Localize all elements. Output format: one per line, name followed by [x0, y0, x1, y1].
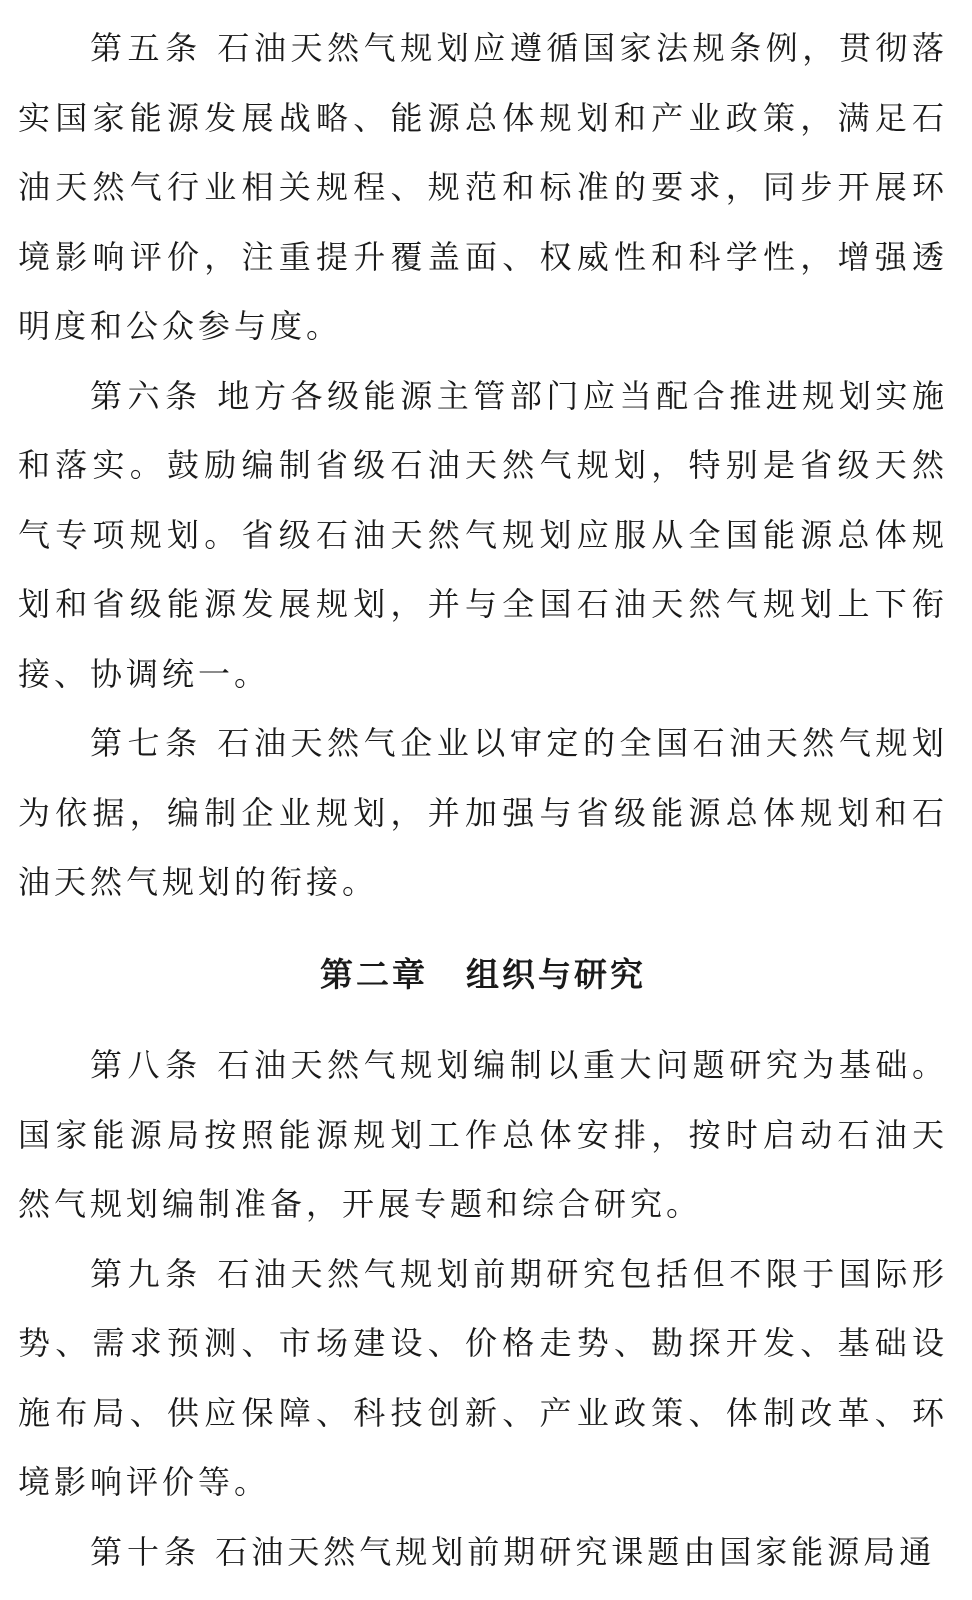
article-9-paragraph: [18, 1240, 948, 1518]
article-number: 第六条: [90, 376, 203, 415]
document-page: [18, 14, 948, 1587]
article-number: 第八条: [90, 1046, 203, 1084]
article-number: 第九条: [90, 1254, 203, 1293]
article-5-paragraph: [18, 14, 948, 362]
article-text: 石油天然气规划编制以重大问题研究为基础。国家能源局按照能源规划工作总体安排，按时启动石油天然气规划编制准备，开展专题和综合研究。: [18, 1046, 948, 1223]
article-10-paragraph: [18, 1518, 948, 1588]
article-number: 第七条: [90, 724, 203, 762]
article-number: 第五条: [90, 29, 203, 67]
article-text: 石油天然气规划前期研究包括但不限于国际形势、需求预测、市场建设、价格走势、勘探开发、基础设施布局、供应保障、科技创新、产业政策、体制改革、环境影响评价等。: [18, 1254, 948, 1501]
chapter-number: 第二章: [320, 954, 428, 994]
chapter-heading: [18, 918, 948, 1032]
article-text: 石油天然气企业以审定的全国石油天然气规划为依据，编制企业规划，并加强与省级能源总体规划和石油天然气规划的衔接。: [18, 724, 948, 901]
article-number: 第十条: [90, 1532, 202, 1571]
article-6-paragraph: [18, 362, 948, 710]
article-8-paragraph: [18, 1031, 948, 1240]
article-7-paragraph: [18, 709, 948, 918]
article-text: 石油天然气规划应遵循国家法规条例，贯彻落实国家能源发展战略、能源总体规划和产业政策，满足石油天然气行业相关规程、规范和标准的要求，同步开展环境影响评价，注重提升覆盖面、权威性和科学性，增强透明度和公众参与度。: [18, 29, 948, 345]
chapter-title: 组织与研究: [466, 954, 646, 994]
article-text: 石油天然气规划前期研究课题由国家能源局通: [215, 1532, 936, 1571]
article-text: 地方各级能源主管部门应当配合推进规划实施和落实。鼓励编制省级石油天然气规划，特别是省级天然气专项规划。省级石油天然气规划应服从全国能源总体规划和省级能源发展规划，并与全国石油天然气规划上下衔接、协调统一。: [18, 376, 948, 693]
